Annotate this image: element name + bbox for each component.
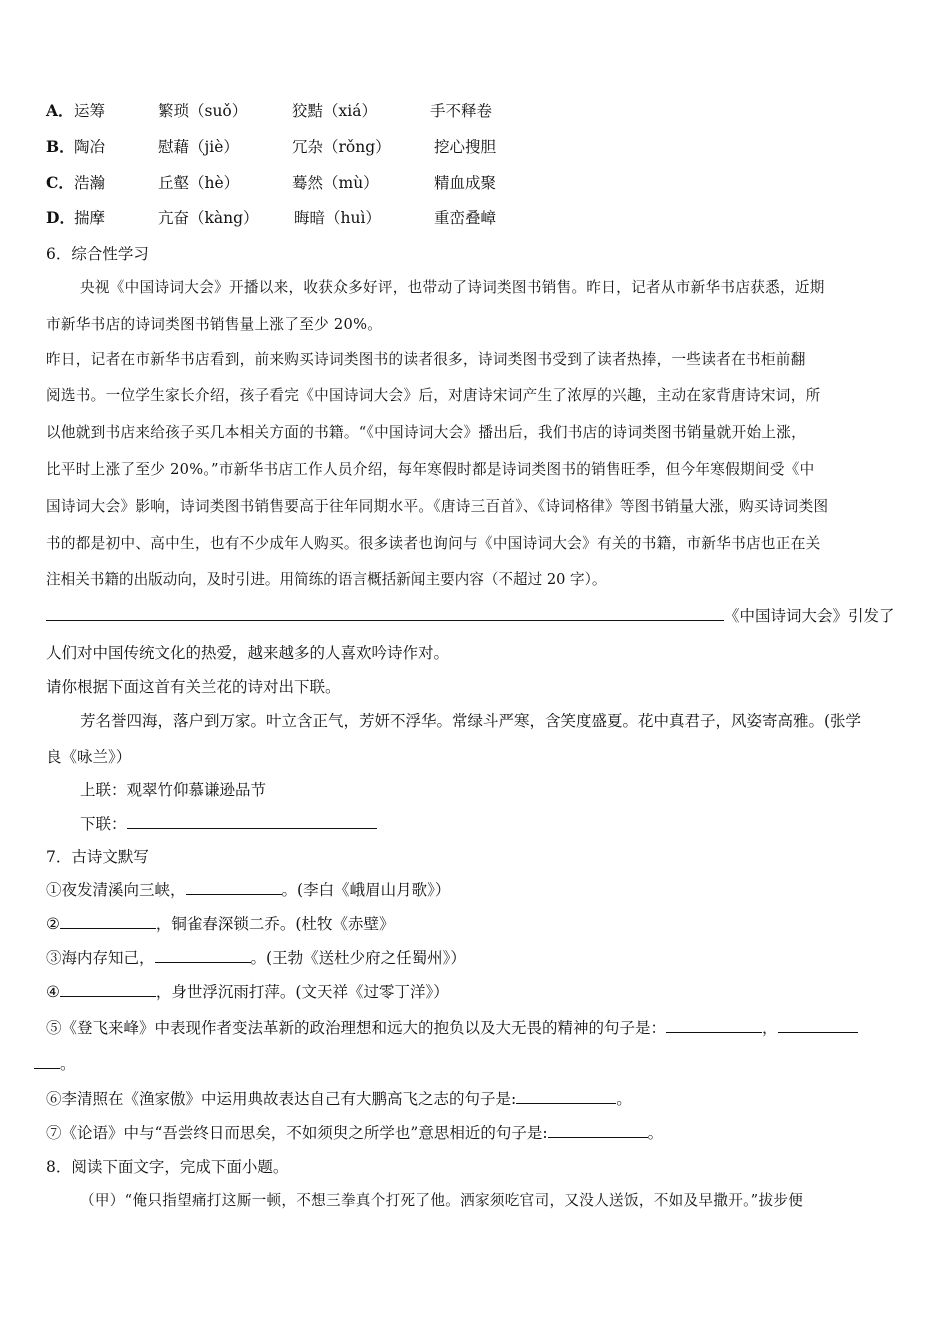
- q8-passage-line: （甲）“俺只指望痛打这厮一顿，不想三拳真个打死了他。洒家须吃官司，又没人送饭，不如及早撒开。”拔步便: [80, 1192, 804, 1209]
- answer-blank[interactable]: [60, 982, 156, 997]
- couplet-upper: 上联：观翠竹仰慕谦逊品节: [80, 781, 267, 799]
- option-word-1: 运筹: [74, 102, 106, 120]
- item-text: ②: [46, 915, 60, 933]
- q6-news-line: 昨日，记者在市新华书店看到，前来购买诗词类图书的读者很多，诗词类图书受到了读者热捧，一些读者在书柜前翻: [46, 351, 806, 368]
- q8-title: 8．阅读下面文字，完成下面小题。: [46, 1158, 289, 1176]
- answer-blank[interactable]: [34, 1054, 60, 1069]
- option-label: C．: [46, 173, 74, 192]
- option-word-3: 蓦然（mù）: [292, 174, 379, 192]
- option-word-2: 繁琐（suǒ）: [158, 102, 248, 120]
- item-text: 。: [60, 1055, 76, 1073]
- q7-title: 7．古诗文默写: [46, 848, 149, 866]
- q6-text-line: 请你根据下面这首有关兰花的诗对出下联。: [46, 678, 341, 696]
- q7-item-6: [46, 1088, 632, 1110]
- q6-news-line: 比平时上涨了至少 20%。”市新华书店工作人员介绍，每年寒假时都是诗词类图书的销售旺季，但今年寒假期间受《中: [46, 461, 815, 478]
- option-label: A．: [46, 101, 74, 120]
- answer-blank[interactable]: [60, 914, 156, 929]
- option-word-1: 揣摩: [74, 209, 106, 227]
- q6-title: 6．综合性学习: [46, 245, 149, 263]
- option-word-4: 手不释卷: [430, 102, 493, 120]
- q6-news-line: 国诗词大会》影响，诗词类图书销售要高于往年同期水平。《唐诗三百首》、《诗词格律》等图书销量大涨，购买诗词类图: [46, 498, 829, 515]
- q6-prompt-line: 注相关书籍的出版动向，及时引进。用简练的语言概括新闻主要内容（不超过 20 字）。: [46, 571, 607, 588]
- option-word-3: 冗杂（rǒng）: [292, 138, 391, 156]
- item-text: ①夜发清溪向三峡，: [46, 881, 186, 899]
- option-label: D．: [46, 208, 75, 227]
- option-word-2: 亢奋（kàng）: [158, 209, 259, 227]
- q6-news-line: 以他就到书店来给孩子买几本相关方面的书籍。“《中国诗词大会》播出后，我们书店的诗词类图书销量就开始上涨，: [46, 424, 807, 441]
- option-word-3: 晦暗（huì）: [294, 209, 381, 227]
- couplet-lower-label: 下联：: [80, 815, 127, 833]
- item-text: ④: [46, 983, 60, 1001]
- item-text: ⑦《论语》中与“吾尝终日而思矣，不如须臾之所学也”意思相近的句子是:: [46, 1124, 548, 1142]
- answer-blank[interactable]: [186, 880, 282, 895]
- q7-item-5-cont: [34, 1053, 76, 1075]
- answer-blank[interactable]: [516, 1089, 616, 1104]
- option-word-4: 重峦叠嶂: [434, 209, 497, 227]
- answer-blank[interactable]: [548, 1123, 648, 1138]
- option-word-2: 慰藉（jiè）: [158, 138, 239, 156]
- couplet-lower-row: [80, 813, 377, 835]
- option-word-3: 狡黠（xiá）: [292, 102, 377, 120]
- q6-news-line: 书的都是初中、高中生，也有不少成年人购买。很多读者也询问与《中国诗词大会》有关的书籍，市新华书店也正在关: [46, 535, 821, 552]
- q6-news-line: 市新华书店的诗词类图书销售量上涨了至少 20%。: [46, 316, 383, 333]
- answer-tail: 《中国诗词大会》引发了: [724, 607, 895, 625]
- answer-blank[interactable]: [46, 606, 724, 621]
- option-word-1: 浩瀚: [74, 174, 106, 192]
- q6-answer-row: [46, 605, 895, 627]
- item-text: ，铜雀春深锁二乔。(杜牧《赤壁》: [155, 915, 395, 933]
- q7-item-3: [46, 947, 466, 969]
- item-text: 。(李白《峨眉山月歌》）: [281, 881, 451, 899]
- item-text: 。(王勃《送杜少府之任蜀州》）: [250, 949, 466, 967]
- answer-blank[interactable]: [155, 948, 251, 963]
- q6-text-line: 人们对中国传统文化的热爱，越来越多的人喜欢吟诗作对。: [46, 644, 450, 662]
- option-word-4: 挖心搜胆: [434, 138, 497, 156]
- poem-line: 芳名誉四海，落户到万家。叶立含正气，芳妍不浮华。常绿斗严寒，含笑度盛夏。花中真君子，风姿寄高雅。(张学: [80, 712, 862, 730]
- q7-item-1: [46, 879, 450, 901]
- q7-item-4: [46, 981, 449, 1003]
- item-text: ，身世浮沉雨打萍。(文天祥《过零丁洋》）: [155, 983, 449, 1001]
- q6-news-line: 阅选书。一位学生家长介绍，孩子看完《中国诗词大会》后，对唐诗宋词产生了浓厚的兴趣，主动在家背唐诗宋词，所: [46, 387, 821, 404]
- item-text: ⑥李清照在《渔家傲》中运用典故表达自己有大鹏高飞之志的句子是:: [46, 1090, 517, 1108]
- answer-blank[interactable]: [666, 1018, 762, 1033]
- q7-item-2: [46, 913, 394, 935]
- item-text: ，: [762, 1019, 778, 1037]
- item-text: ③海内存知己，: [46, 949, 155, 967]
- option-label: B．: [46, 137, 75, 156]
- option-word-4: 精血成聚: [434, 174, 497, 192]
- option-word-1: 陶冶: [74, 138, 106, 156]
- item-text: ⑤《登飞来峰》中表现作者变法革新的政治理想和远大的抱负以及大无畏的精神的句子是：: [46, 1019, 667, 1037]
- q6-news-line: 央视《中国诗词大会》开播以来，收获众多好评，也带动了诗词类图书销售。昨日，记者从市新华书店获悉，近期: [80, 279, 825, 296]
- q7-item-5: [46, 1017, 858, 1039]
- item-text: 。: [616, 1090, 632, 1108]
- q7-item-7: [46, 1122, 663, 1144]
- answer-blank[interactable]: [778, 1018, 858, 1033]
- couplet-lower-blank[interactable]: [127, 814, 377, 829]
- poem-line: 良《咏兰》）: [46, 748, 132, 766]
- option-word-2: 丘壑（hè）: [158, 174, 240, 192]
- item-text: 。: [647, 1124, 664, 1142]
